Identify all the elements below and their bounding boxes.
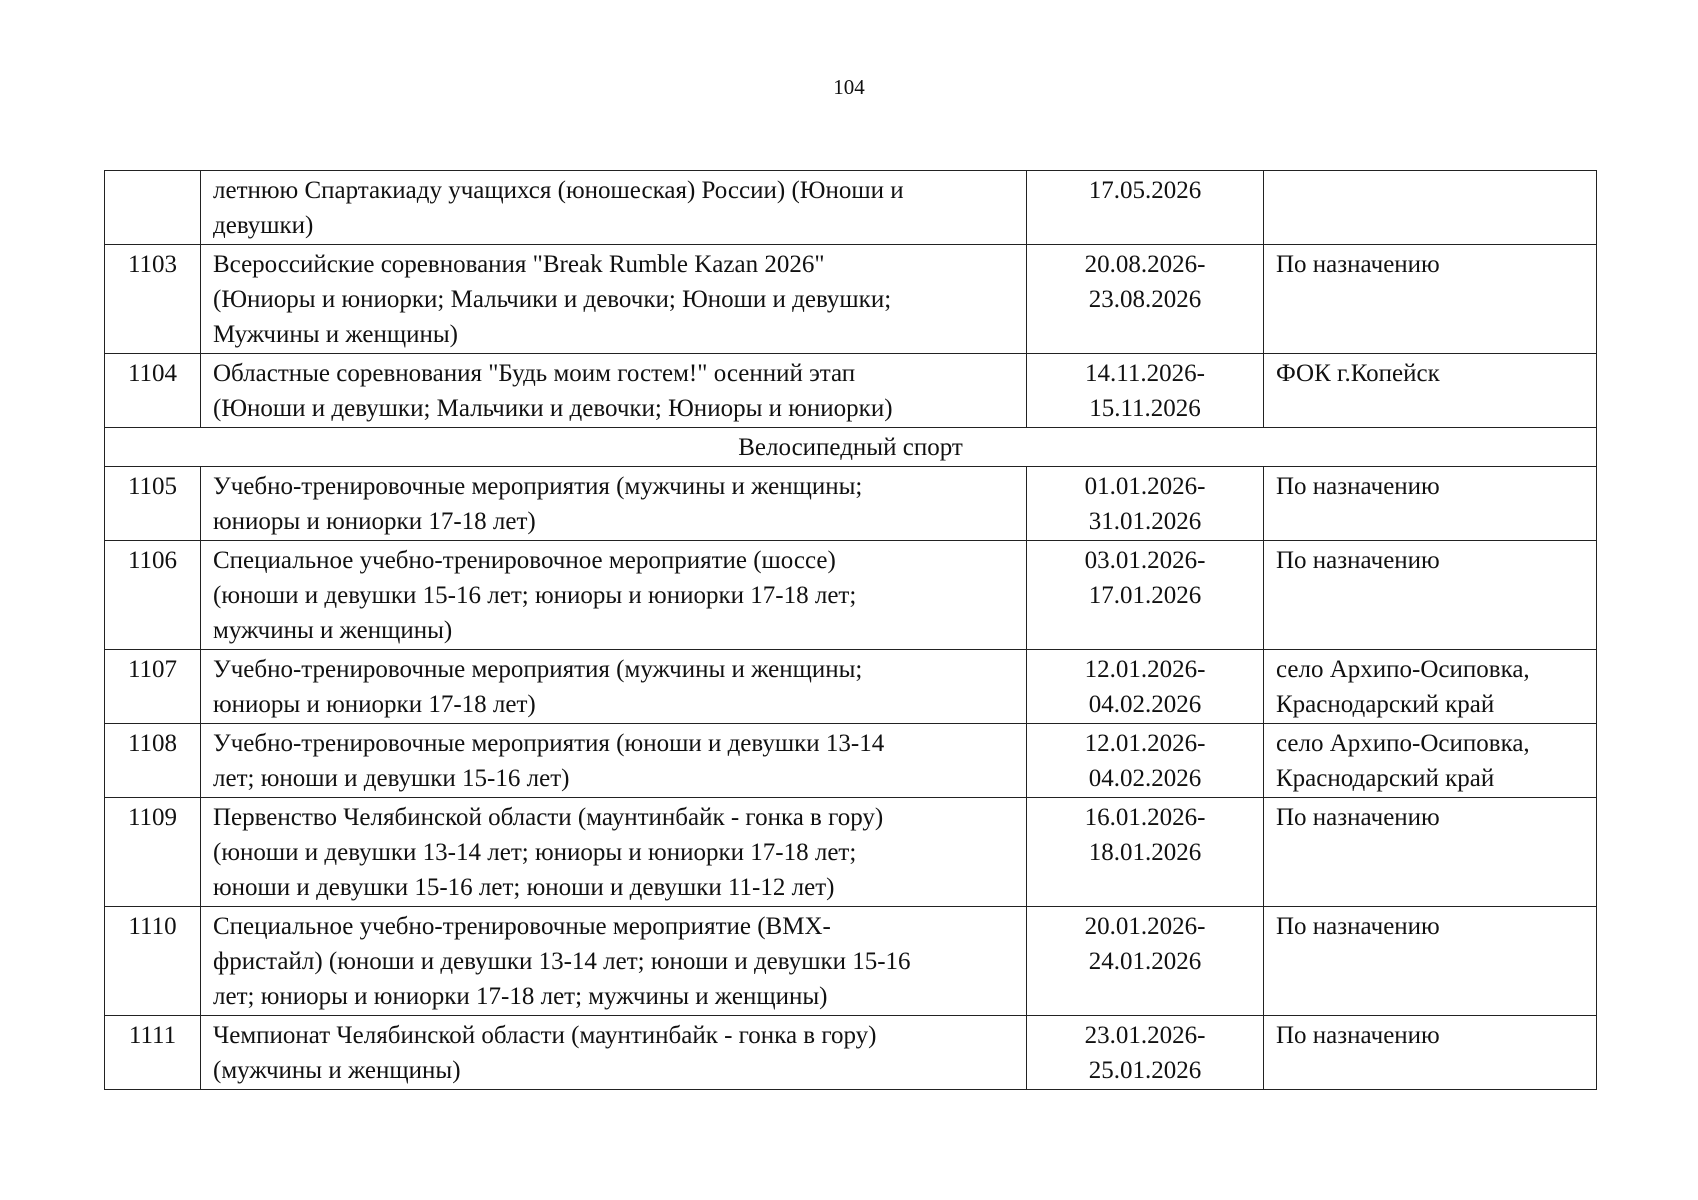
event-place-line: По назначению [1276, 473, 1440, 500]
event-dates [1027, 798, 1264, 907]
event-date-line: 14.11.2026- [1085, 360, 1205, 387]
event-number: 1103 [105, 245, 201, 354]
event-date-line: 17.05.2026 [1088, 177, 1202, 204]
event-date-line: 23.08.2026 [1088, 286, 1202, 313]
event-place [1264, 1016, 1597, 1090]
event-name [201, 798, 1027, 907]
events-table [104, 170, 1597, 1090]
event-place-line: ФОК г.Копейск [1276, 360, 1440, 387]
table-row [105, 171, 1597, 245]
event-name-line: летнюю Спартакиаду учащихся (юношеская) России) (Юноши и [213, 177, 904, 204]
event-number: 1104 [105, 354, 201, 428]
event-date-line: 17.01.2026 [1088, 582, 1202, 609]
event-name-line: Учебно-тренировочные мероприятия (мужчины и женщины; [213, 473, 863, 500]
event-name-line: мужчины и женщины) [213, 617, 453, 644]
table-row [105, 724, 1597, 798]
event-name-line: (Юниоры и юниорки; Мальчики и девочки; Юноши и девушки; [213, 286, 892, 313]
event-dates [1027, 245, 1264, 354]
event-name-line: Специальное учебно-тренировочное мероприятие (шоссе) [213, 547, 836, 574]
event-number: 1109 [105, 798, 201, 907]
event-name [201, 907, 1027, 1016]
event-number: 1108 [105, 724, 201, 798]
event-date-line: 04.02.2026 [1088, 765, 1202, 792]
event-number: 1105 [105, 467, 201, 541]
event-name [201, 171, 1027, 245]
event-number: 1107 [105, 650, 201, 724]
event-date-line: 25.01.2026 [1088, 1057, 1202, 1084]
event-place-line: село Архипо-Осиповка, [1276, 730, 1530, 757]
event-name-line: юниоры и юниорки 17-18 лет) [213, 691, 536, 718]
event-name-line: (юноши и девушки 13-14 лет; юниоры и юниорки 17-18 лет; [213, 839, 857, 866]
event-name-line: Первенство Челябинской области (маунтинбайк - гонка в гору) [213, 804, 884, 831]
event-place-line: Краснодарский край [1276, 765, 1495, 792]
table-row [105, 245, 1597, 354]
event-place-line: По назначению [1276, 913, 1440, 940]
table-row [105, 354, 1597, 428]
event-name-line: Мужчины и женщины) [213, 321, 458, 348]
page-number: 104 [833, 75, 865, 99]
event-date-line: 01.01.2026- [1084, 473, 1206, 500]
event-name-line: Учебно-тренировочные мероприятия (мужчины и женщины; [213, 656, 863, 683]
event-name-line: Специальное учебно-тренировочные мероприятие (BMX- [213, 913, 831, 940]
section-row [105, 428, 1597, 467]
event-place [1264, 724, 1597, 798]
event-place [1264, 467, 1597, 541]
table-row [105, 650, 1597, 724]
table-row [105, 541, 1597, 650]
table-row [105, 467, 1597, 541]
event-place-line: Краснодарский край [1276, 691, 1495, 718]
event-place [1264, 354, 1597, 428]
event-place-line: село Архипо-Осиповка, [1276, 656, 1530, 683]
event-dates [1027, 467, 1264, 541]
event-name [201, 245, 1027, 354]
event-dates [1027, 907, 1264, 1016]
event-place-line: По назначению [1276, 1022, 1440, 1049]
event-name-line: юноши и девушки 15-16 лет; юноши и девушки 11-12 лет) [213, 874, 835, 901]
event-number [105, 171, 201, 245]
event-date-line: 24.01.2026 [1088, 948, 1202, 975]
event-name [201, 541, 1027, 650]
event-name-line: девушки) [213, 212, 314, 239]
event-dates [1027, 724, 1264, 798]
table-row [105, 1016, 1597, 1090]
event-place [1264, 907, 1597, 1016]
event-dates [1027, 650, 1264, 724]
event-place [1264, 245, 1597, 354]
event-name [201, 467, 1027, 541]
event-place-line: По назначению [1276, 804, 1440, 831]
event-dates [1027, 354, 1264, 428]
event-name-line: (юноши и девушки 15-16 лет; юниоры и юниорки 17-18 лет; [213, 582, 857, 609]
event-date-line: 18.01.2026 [1088, 839, 1202, 866]
event-date-line: 12.01.2026- [1084, 730, 1206, 757]
event-date-line: 04.02.2026 [1088, 691, 1202, 718]
event-name-line: лет; юниоры и юниорки 17-18 лет; мужчины и женщины) [213, 983, 828, 1010]
event-place-line: По назначению [1276, 251, 1440, 278]
event-place-line: По назначению [1276, 547, 1440, 574]
event-name [201, 1016, 1027, 1090]
event-name [201, 724, 1027, 798]
event-name-line: фристайл) (юноши и девушки 13-14 лет; юноши и девушки 15-16 [213, 948, 911, 975]
event-number: 1110 [105, 907, 201, 1016]
event-date-line: 20.08.2026- [1084, 251, 1206, 278]
event-name-line: Чемпионат Челябинской области (маунтинбайк - гонка в гору) [213, 1022, 877, 1049]
event-place [1264, 171, 1597, 245]
event-date-line: 23.01.2026- [1084, 1022, 1206, 1049]
event-name-line: (мужчины и женщины) [213, 1057, 461, 1084]
event-name [201, 650, 1027, 724]
event-name [201, 354, 1027, 428]
event-name-line: Учебно-тренировочные мероприятия (юноши и девушки 13-14 [213, 730, 885, 757]
event-name-line: юниоры и юниорки 17-18 лет) [213, 508, 536, 535]
event-dates [1027, 171, 1264, 245]
event-number: 1111 [105, 1016, 201, 1090]
event-date-line: 16.01.2026- [1084, 804, 1206, 831]
table-row [105, 907, 1597, 1016]
event-place [1264, 541, 1597, 650]
event-dates [1027, 1016, 1264, 1090]
event-name-line: лет; юноши и девушки 15-16 лет) [213, 765, 570, 792]
event-number: 1106 [105, 541, 201, 650]
event-dates [1027, 541, 1264, 650]
event-date-line: 15.11.2026 [1089, 395, 1201, 422]
events-table-body [105, 171, 1597, 1090]
event-name-line: Всероссийские соревнования "Break Rumble Kazan 2026" [213, 251, 825, 278]
event-place [1264, 798, 1597, 907]
event-date-line: 03.01.2026- [1084, 547, 1206, 574]
section-title: Велосипедный спорт [105, 428, 1597, 467]
event-name-line: (Юноши и девушки; Мальчики и девочки; Юниоры и юниорки) [213, 395, 893, 422]
event-date-line: 31.01.2026 [1088, 508, 1202, 535]
event-name-line: Областные соревнования "Будь моим гостем!" осенний этап [213, 360, 856, 387]
event-place [1264, 650, 1597, 724]
event-date-line: 12.01.2026- [1084, 656, 1206, 683]
event-date-line: 20.01.2026- [1084, 913, 1206, 940]
table-row [105, 798, 1597, 907]
